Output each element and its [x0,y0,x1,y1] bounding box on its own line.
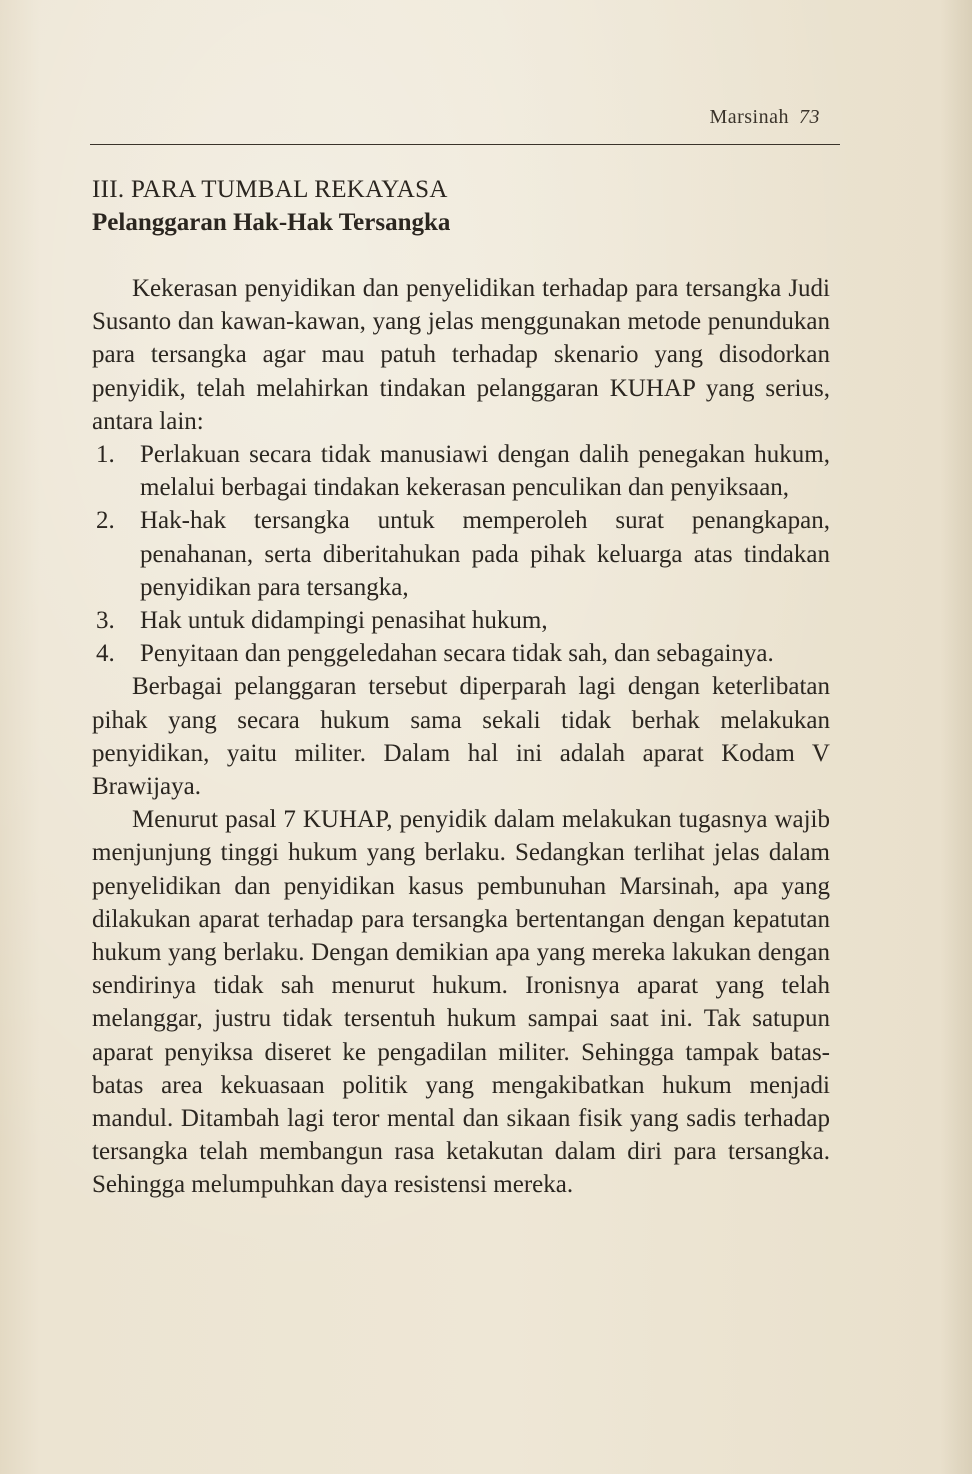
list-item [92,504,830,604]
chapter-title: III. PARA TUMBAL REKAYASA [92,176,448,203]
section-title: Pelanggaran Hak-Hak Tersangka [92,209,451,236]
list-item-number: 4. [96,640,115,668]
list-item-text: Hak untuk didampingi penasihat hukum, [140,607,548,635]
body-paragraph: Berbagai pelanggaran tersebut diperparah lagi dengan keterlibatan pihak yang secara hukum sama sekali tidak berhak melakukan penyidikan, yaitu militer. Dalam hal ini adalah aparat Kodam V Brawijaya. [92,673,830,801]
list-item-text: Hak-hak tersangka untuk memperoleh surat penangkapan, penahanan, serta diberitahukan pada pihak keluarga atas tindakan penyidikan para tersangka, [140,507,830,601]
intro-paragraph: Kekerasan penyidikan dan penyelidikan terhadap para tersangka Judi Susanto dan kawan-kawan, yang jelas menggunakan metode penundukan para tersangka agar mau patuh terhadap skenario yang disodorkan penyidik, telah melahirkan tindakan pelanggaran KUHAP yang serius, antara lain: [92,275,830,435]
page-header [90,104,840,145]
list-item [92,438,830,504]
running-title: Marsinah [709,106,789,128]
list-item-number: 1. [96,441,115,469]
list-item-number: 2. [96,507,115,535]
page-body [92,173,830,1202]
body-paragraph: Menurut pasal 7 KUHAP, penyidik dalam melakukan tugasnya wajib menjunjung tinggi hukum yang berlaku. Sedangkan terlihat jelas dalam penyelidikan dan penyidikan kasus pembunuhan Marsinah, apa yang dilakukan aparat terhadap para tersangka bertentangan dengan kepatutan hukum yang berlaku. Dengan demikian apa yang mereka lakukan dengan sendirinya tidak sah menurut hukum. Ironisnya aparat yang telah melanggar, justru tidak tersentuh hukum sampai saat ini. Tak satupun aparat penyiksa diseret ke pengadilan militer. Sehingga tampak batas-batas area kekuasaan politik yang mengakibatkan hukum menjadi mandul. Ditambah lagi teror mental dan sikaan fisik yang sadis terhadap tersangka telah membangun rasa ketakutan dalam diri para tersangka. Sehingga melumpuhkan daya resistensi mereka. [92,806,830,1199]
list-item-text: Perlakuan secara tidak manusiawi dengan dalih penegakan hukum, melalui berbagai tindakan kekerasan penculikan dan penyiksaan, [140,441,830,502]
violations-list [92,438,830,670]
list-item-text: Penyitaan dan penggeledahan secara tidak sah, dan sebagainya. [140,640,774,668]
running-head [709,106,820,129]
list-item-number: 3. [96,607,115,635]
list-item [92,604,830,637]
page-number: 73 [799,106,820,128]
list-item [92,637,830,670]
